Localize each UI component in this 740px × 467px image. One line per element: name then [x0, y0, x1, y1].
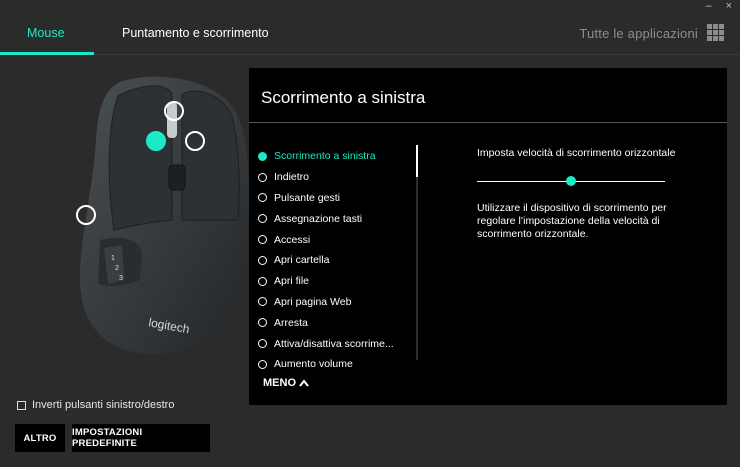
list-item[interactable]	[258, 250, 418, 271]
list-item-label: Accessi	[274, 233, 311, 246]
other-button[interactable]: ALTRO	[15, 424, 65, 452]
less-toggle[interactable]	[263, 377, 309, 389]
list-item[interactable]	[258, 146, 418, 167]
close-button[interactable]: ×	[725, 0, 732, 12]
list-item[interactable]	[258, 354, 418, 375]
radio-icon	[258, 256, 267, 265]
list-item-label: Aumento volume	[274, 358, 353, 371]
list-item-label: Attiva/disattiva scorrime...	[274, 337, 394, 350]
hotspot-scroll-right[interactable]	[185, 131, 205, 151]
settings-column	[477, 147, 707, 241]
action-panel	[249, 68, 727, 405]
radio-icon	[258, 173, 267, 182]
list-item[interactable]	[258, 271, 418, 292]
tab-pointing-scrolling[interactable]: Puntamento e scorrimento	[122, 26, 269, 40]
list-scrollbar[interactable]	[416, 145, 418, 360]
list-item[interactable]	[258, 208, 418, 229]
radio-icon	[258, 214, 267, 223]
invert-buttons-label: Inverti pulsanti sinistro/destro	[32, 399, 175, 411]
radio-icon	[258, 297, 267, 306]
radio-icon	[258, 339, 267, 348]
list-item[interactable]	[258, 292, 418, 313]
radio-icon	[258, 360, 267, 369]
scrollbar-thumb[interactable]	[416, 145, 418, 177]
panel-divider	[249, 122, 727, 123]
list-item-label: Apri cartella	[274, 254, 330, 267]
chevron-up-icon	[299, 379, 309, 387]
active-tab-indicator	[0, 52, 94, 55]
list-item-label: Assegnazione tasti	[274, 212, 363, 225]
radio-icon	[258, 318, 267, 327]
radio-selected-icon	[258, 152, 267, 161]
list-item-label: Pulsante gesti	[274, 191, 340, 204]
tab-mouse[interactable]: Mouse	[27, 26, 65, 40]
radio-icon	[258, 235, 267, 244]
list-item[interactable]	[258, 229, 418, 250]
mouse-side-label-2: 2	[115, 265, 119, 272]
scroll-speed-slider[interactable]	[477, 176, 665, 188]
action-list	[258, 146, 418, 371]
list-item-label: Apri file	[274, 275, 310, 288]
invert-buttons-option[interactable]	[17, 399, 174, 411]
logitech-logo: logitech	[147, 315, 191, 337]
list-item[interactable]	[258, 188, 418, 209]
apps-grid-icon[interactable]	[707, 24, 724, 41]
mouse-side-label-1: 1	[111, 255, 115, 262]
list-item-label: Apri pagina Web	[274, 295, 352, 308]
speed-label: Imposta velocità di scorrimento orizzontale	[477, 147, 676, 159]
top-bar	[0, 0, 740, 55]
list-item-label: Arresta	[274, 316, 308, 329]
radio-icon	[258, 277, 267, 286]
radio-icon	[258, 193, 267, 202]
restore-defaults-button[interactable]: IMPOSTAZIONI PREDEFINITE	[72, 424, 210, 452]
tab-divider	[0, 54, 740, 55]
slider-knob[interactable]	[566, 176, 576, 186]
list-item-label: Scorrimento a sinistra	[274, 150, 376, 163]
all-applications-link[interactable]: Tutte le applicazioni	[579, 26, 698, 41]
less-label: MENO	[263, 377, 296, 389]
list-item[interactable]	[258, 312, 418, 333]
hotspot-scroll-left[interactable]	[146, 131, 166, 151]
hotspot-scroll-up[interactable]	[164, 101, 184, 121]
minimize-button[interactable]: –	[705, 0, 712, 12]
list-item-label: Indietro	[274, 171, 310, 184]
window-controls	[705, 0, 732, 12]
invert-buttons-checkbox[interactable]	[17, 401, 26, 410]
list-item[interactable]	[258, 167, 418, 188]
mouse-side-label-3: 3	[119, 275, 123, 282]
hotspot-side-button[interactable]	[76, 205, 96, 225]
panel-title: Scorrimento a sinistra	[261, 88, 426, 107]
list-item[interactable]	[258, 333, 418, 354]
speed-description: Utilizzare il dispositivo di scorrimento per regolare l’impostazione della velocità di scorrimento orizzontale.	[477, 202, 667, 240]
